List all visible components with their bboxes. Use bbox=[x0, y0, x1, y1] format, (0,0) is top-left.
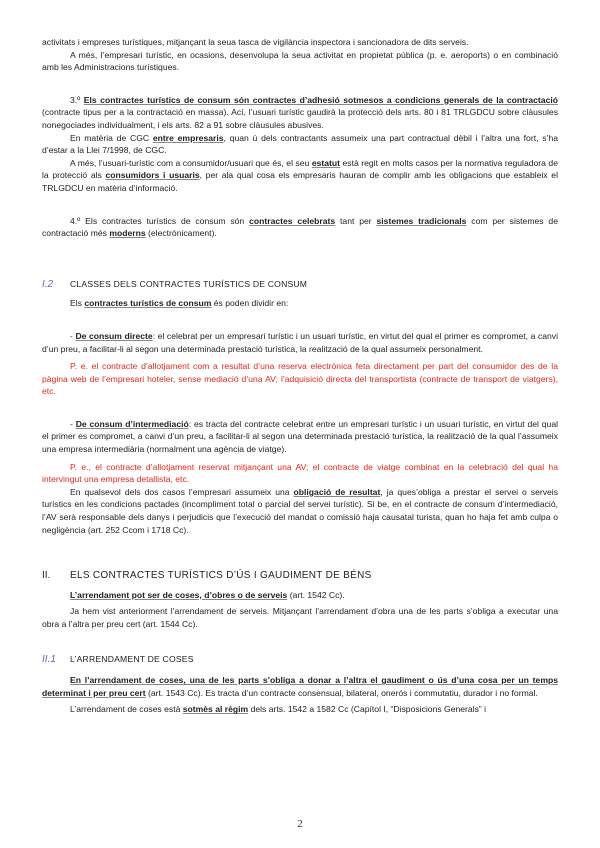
paragraph-point-3: 3.º Els contractes turístics de consum són contractes d’adhesió sotmesos a condicions generals de la contractació (contracte tipus per a la contractació en massa). Ací, l’usuari turístic gaudirà la protecció dels arts. 80 i 81 TRLGDCU sobre clàusules nonegociades individualment, i els arts. 82 a 91 sobre clàusules abusives. bbox=[42, 94, 558, 130]
paragraph-point-4: 4.º Els contractes turístics de consum són contractes celebrats tant per sistemes tradicionals com per sistemes de contractació més moderns (electrònicament). bbox=[42, 215, 558, 239]
section-heading-1-2 bbox=[42, 278, 558, 292]
section-title: ELS CONTRACTES TURÍSTICS D’ÚS I GAUDIMENT DE BÉNS bbox=[70, 570, 372, 582]
paragraph: L’arrendament de coses està sotmès al règim dels arts. 1542 a 1582 Cc (Capítol I, “Disposicions Generals” i bbox=[70, 704, 487, 715]
paragraph-consum-intermediacio: - De consum d’intermediació: es tracta del contracte celebrat entre un empresari turístic i un usuari turístic, en virtut del qual el primer es compromet, a canvi d’un preu, a facilitar-li al segon una determinada prestació turística, la realització de la qual l’assumeix una empresa intermediària (normalment una agència de viatge). bbox=[42, 418, 559, 455]
paragraph: A més, l’usuari-turístic com a consumidor/usuari que és, el seu estatut està regit en molts casos per la normativa reguladora de la protecció als consumidors i usuaris, per ala qual cosa els empresaris hauran de complir amb les obligacions que estableix el TRLGDCU en matèria d’informació. bbox=[42, 157, 558, 193]
example-paragraph: P. e., el contracte d’allotjament reservat mitjançant una AV; el contracte de viatge combinat en la celebració del qual ha intervingut una empresa detallista, etc. bbox=[42, 461, 558, 485]
example-paragraph: P. e. el contracte d’allotjament com a resultat d’una reserva electrònica feta directament per part del consumidor des de la pàgina web de l’empresari hoteler, sense mediació d’una AV; l’adquisició directa del transportista (contracte de transport de viatgers), etc. bbox=[42, 361, 558, 397]
section-number: II.1 bbox=[42, 653, 56, 665]
paragraph: A més, l’empresari turístic, en ocasions, desenvolupa la seua activitat en propietat pública (p. e. aeroports) o en combinació amb les Administracions turístiques. bbox=[42, 49, 558, 73]
section-title: CLASSES DELS CONTRACTES TURÍSTICS DE CONSUM bbox=[70, 278, 308, 289]
section-title: L’ARRENDAMENT DE COSES bbox=[70, 653, 194, 664]
paragraph-consum-directe: - De consum directe: el celebrat per un empresari turístic i un usuari turístic, en virtut del qual el primer es compromet, a canvi d’un preu, a facilitar-li al segon una determinada prestació turística, la realització de la qual assumeix personalment. bbox=[42, 330, 559, 354]
section-heading-2 bbox=[42, 570, 558, 583]
paragraph: Els contractes turístics de consum és poden dividir en: bbox=[70, 298, 289, 309]
paragraph: En qualsevol dels dos casos l’empresari assumeix una obligació de resultat, ja ques’obliga a prestar el servei o serveis turístics en les condicions pactades (incompliment total o parcial del servei turístic). Si be, en el contracte de consum d’intermediació, l’AV serà responsable dels danys i perjudicis que l’execució del mandat o comissió haja causatal turista, quan ho haja fet amb culpa o negligència (art. 252 Ccom i 1718 Cc). bbox=[42, 486, 558, 535]
paragraph: En matèria de CGC entre empresaris, quan ú dels contractants assumeix una part contractual dèbil i l’altra una fort, s’ha d’estar a la Llei 7/1998, de CGC. bbox=[42, 132, 558, 156]
paragraph: activitats i empreses turístiques, mitjançant la seua tasca de vigilància inspectora i sancionadora de dits serveis. bbox=[42, 37, 469, 47]
paragraph: En l’arrendament de coses, una de les parts s’obliga a donar a l’altra el gaudiment o ús d’una cosa per un temps determinat i per preu cert (art. 1543 Cc). Es tracta d’un contracte consensual, bilateral, onerós i commutatiu, durador i no formal. bbox=[42, 675, 558, 698]
section-number: II. bbox=[42, 570, 51, 582]
section-number: I.2 bbox=[42, 278, 54, 290]
page-number: 2 bbox=[297, 818, 303, 830]
paragraph: L’arrendament pot ser de coses, d’obres o de serveis (art. 1542 Cc). bbox=[70, 589, 345, 600]
section-heading-2-1 bbox=[42, 653, 558, 667]
paragraph: Ja hem vist anteriorment l’arrendament de serveis. Mitjançant l’arrendament d’obra una de les parts s’obliga a executar una obra a l’altra per preu cert (art. 1544 Cc). bbox=[42, 606, 558, 629]
document-page bbox=[42, 36, 558, 716]
